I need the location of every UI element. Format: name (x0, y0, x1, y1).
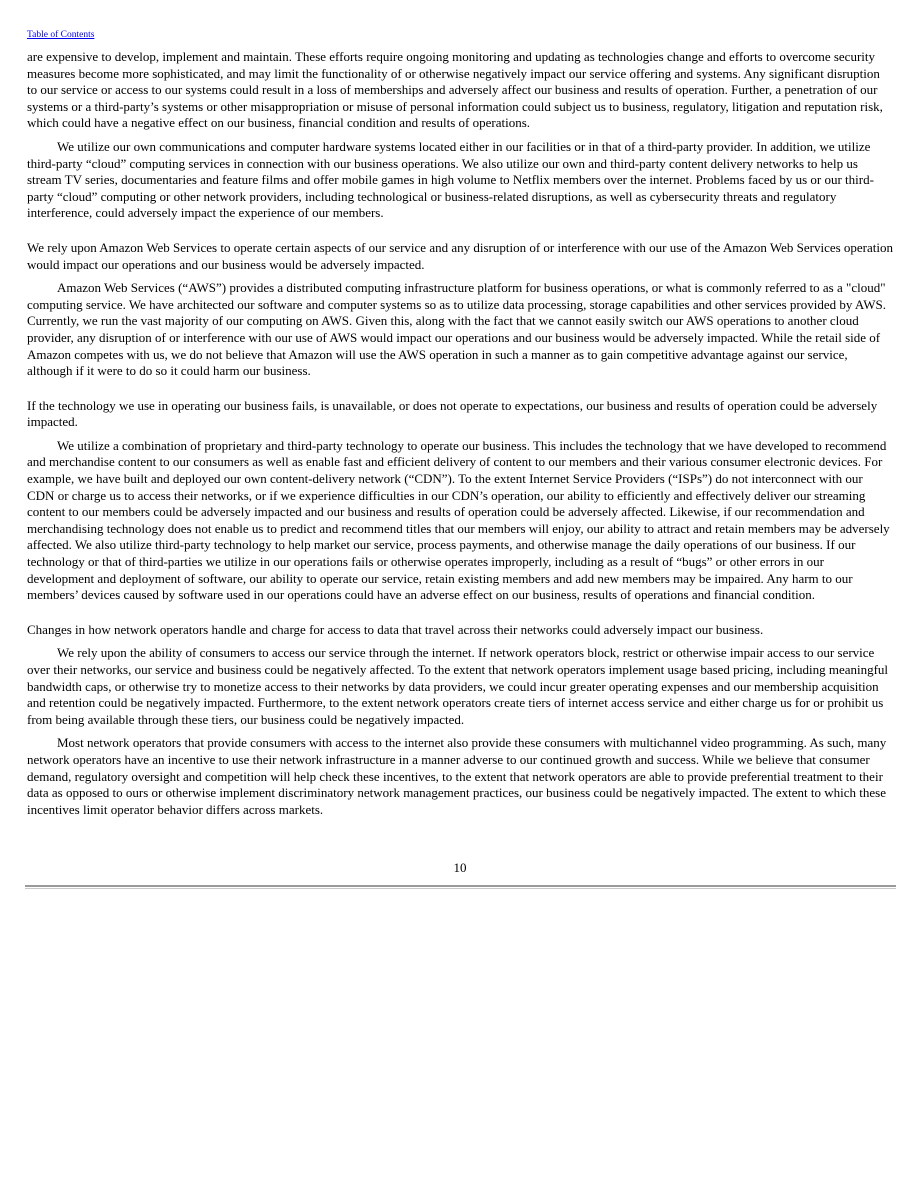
risk-heading-network-operators: Changes in how network operators handle and charge for access to data that travel across their networks could adversely impact our business. (27, 621, 764, 637)
table-of-contents-link[interactable]: Table of Contents (27, 30, 95, 40)
paragraph-network-access: We rely upon the ability of consumers to access our service through the internet. If network operators block, restrict or otherwise impair access to our service over their networks, our service and business could be negatively affected. To the extent that network operators implement usage based pricing, including meaningful bandwidth caps, or otherwise try to monetize access to their networks by data providers, we could incur greater operating expenses and our membership acquisition and retention could be negatively impacted. Furthermore, to the extent network operators create tiers of internet access service and either charge us for or prohibit us from being available through these tiers, our business could be negatively impacted. (27, 645, 889, 727)
paragraph-hardware-systems: We utilize our own communications and computer hardware systems located either in our facilities or in that of a third-party provider. In addition, we utilize third-party “cloud” computing services in connection with our business operations. We also utilize our own and third-party content delivery networks to help us stream TV series, documentaries and feature films and offer mobile games in high volume to Netflix members over the internet. Problems faced by us or our third-party “cloud” computing or other network providers, including technological or business-related disruptions, as well as cybersecurity threats and regulatory interference, could adversely impact the experience of our members. (27, 138, 874, 221)
paragraph-aws: Amazon Web Services (“AWS”) provides a distributed computing infrastructure platform for business operations, or what is commonly referred to as a "cloud" computing service. We have architected our software and computer systems so as to utilize data processing, storage capabilities and other services provided by AWS. Currently, we run the vast majority of our computing on AWS. Given this, along with the fact that we cannot easily switch our AWS operations to another cloud provider, any disruption of or interference with our use of AWS would impact our operations and our business would be adversely impacted. While the retail side of Amazon competes with us, we do not believe that Amazon will use the AWS operation in such a manner as to gain competitive advantage against our service, although if it were to do so it could harm our business. (27, 280, 887, 379)
document-body (27, 49, 893, 818)
paragraph-continued: are expensive to develop, implement and maintain. These efforts require ongoing monitoring and updating as technologies change and efforts to overcome security measures become more sophisticated, and may limit the functionality of or otherwise negatively impact our service offering and systems. Any significant disruption to our service or access to our systems could result in a loss of memberships and adversely affect our business and results of operation. Further, a penetration of our systems or a third-party’s systems or other misappropriation or misuse of personal information could subject us to business, regulatory, litigation and reputation risk, which could have a negative effect on our business, financial condition and results of operations. (27, 49, 883, 131)
paragraph-network-incentives: Most network operators that provide consumers with access to the internet also provide these consumers with multichannel video programming. As such, many network operators have an incentive to use their network infrastructure in a manner adverse to our continued growth and success. While we believe that consumer demand, regulatory oversight and competition will help check these incentives, to the extent that network operators are able to provide preferential treatment to their data as opposed to ours or otherwise implement discriminatory network management practices, our business could be negatively impacted. The extent to which these incentives limit operator behavior differs across markets. (27, 735, 887, 817)
page-number: 10 (453, 860, 467, 875)
page-divider-shadow (25, 888, 896, 889)
risk-heading-aws: We rely upon Amazon Web Services to operate certain aspects of our service and any disruption of or interference with our use of the Amazon Web Services operation would impact our operations and our business would be adversely impacted. (27, 239, 894, 272)
page-divider (25, 885, 896, 887)
risk-heading-technology: If the technology we use in operating our business fails, is unavailable, or does not operate to expectations, our business and results of operation could be adversely impacted. (27, 397, 878, 430)
paragraph-technology: We utilize a combination of proprietary and third-party technology to operate our business. This includes the technology that we have developed to recommend and merchandise content to our consumers as well as enable fast and efficient delivery of content to our members and their various consumer electronic devices. For example, we have built and deployed our own content-delivery network (“CDN”). To the extent Internet Service Providers (“ISPs”) do not interconnect with our CDN or charge us to access their networks, or if we experience difficulties in our CDN’s operation, our ability to efficiently and effectively deliver our streaming content to our members could be adversely impacted and our business and results of operation could be adversely affected. Likewise, if our recommendation and merchandising technology does not enable us to predict and recommend titles that our members will enjoy, our ability to attract and retain members may be adversely affected. We also utilize third-party technology to help market our service, process payments, and otherwise manage the daily operations of our business. If our technology or that of third-parties we utilize in our operations fails or otherwise operates improperly, including as a result of “bugs” or other errors in our development and deployment of software, our ability to operate our service, retain existing members and add new members may be impaired. Any harm to our members’ devices caused by software used in our operations could have an adverse effect on our business, results of operations and financial condition. (27, 437, 890, 603)
